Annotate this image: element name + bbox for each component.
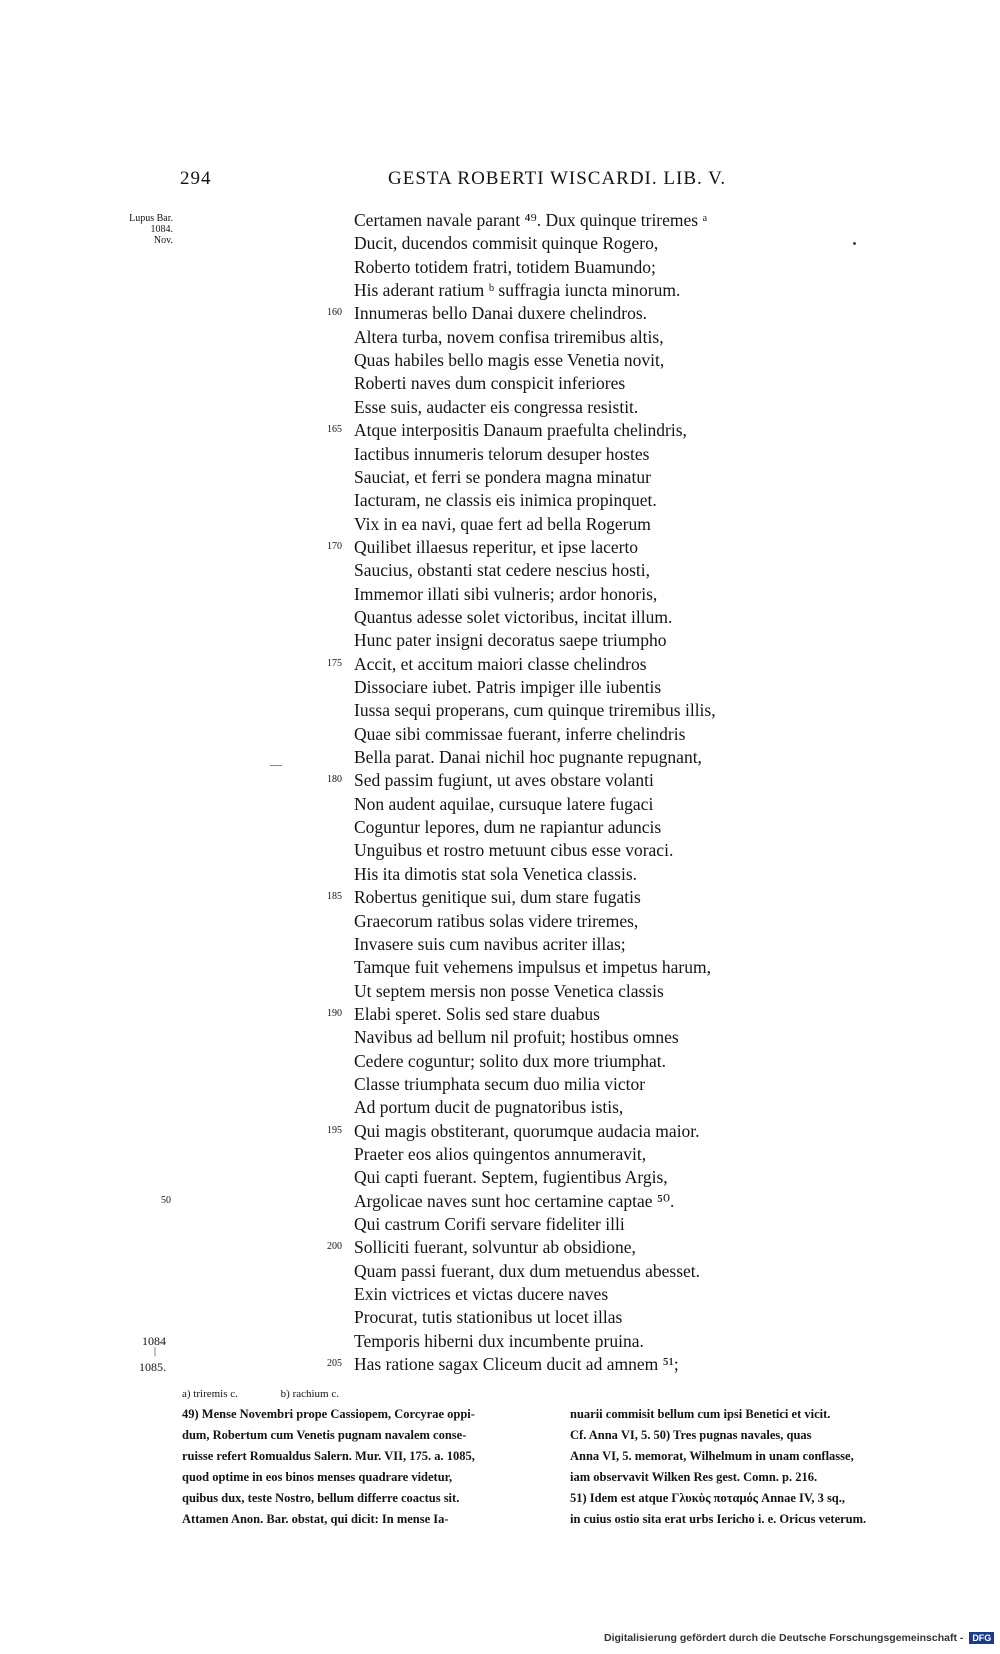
margin-note-source [108,213,173,246]
verse-line: Sauciat, et ferri se pondera magna minatur [354,466,651,487]
verse-line: Has ratione sagax Cliceum ducit ad amnem ⁵¹; [354,1354,679,1375]
margin-note-line: 1084. [150,224,173,235]
verse-line: Ducit, ducendos commisit quinque Rogero, [354,233,659,254]
line-number: 160 [327,307,342,319]
footnote-line: ruisse refert Romualdus Salern. Mur. VII, 175. a. 1085, [182,1449,475,1463]
verse-line: Atque interpositis Danaum praefulta chelindris, [354,420,687,441]
line-number: 185 [327,891,342,903]
digitization-note: Digitalisierung gefördert durch die Deutsche Forschungsgemeinschaft - [604,1632,964,1644]
verse-line: Sed passim fugiunt, ut aves obstare volanti [354,770,654,791]
verse-line: Unguibus et rostro metuunt cibus esse voraci. [354,840,674,861]
digitization-credit [604,1632,994,1644]
footnote-line: Attamen Anon. Bar. obstat, qui dicit: In mense Ia- [182,1512,449,1526]
verse-line: Qui capti fuerant. Septem, fugientibus Argis, [354,1167,668,1188]
verse-line: Invasere suis cum navibus acriter illas; [354,933,626,954]
verse-line: Esse suis, audacter eis congressa resistit. [354,396,639,417]
verse-line: His aderant ratium ᵇ suffragia iuncta minorum. [354,280,681,301]
verse-line: Iactibus innumeris telorum desuper hostes [354,443,650,464]
stray-mark [853,242,856,245]
footnote-line: quod optime in eos binos menses quadrare videtur, [182,1470,453,1484]
verse-line: Navibus ad bellum nil profuit; hostibus omnes [354,1027,679,1048]
verse-line: Robertus genitique sui, dum stare fugatis [354,887,641,908]
variant-note: a) triremis c. [182,1388,238,1400]
verse-line: Immemor illati sibi vulneris; ardor honoris, [354,583,658,604]
verse-line: Quantus adesse solet victoribus, incitat illum. [354,606,673,627]
page-number: 294 [180,168,212,189]
footnote-line: nuarii commisit bellum cum ipsi Benetici et vicit. [570,1407,831,1421]
verse-line: Tamque fuit vehemens impulsus et impetus harum, [354,957,711,978]
footnote-line: iam observavit Wilken Res gest. Comn. p. 216. [570,1470,818,1484]
verse-line: Solliciti fuerant, solvuntur ab obsidione, [354,1237,636,1258]
footnotes-right-column [570,1404,950,1530]
verse-line: Cedere coguntur; solito dux more triumphat. [354,1050,667,1071]
verse-line: Vix in ea navi, quae fert ad bella Rogerum [354,513,651,534]
verse-line: Qui magis obstiterant, quorumque audacia maior. [354,1120,700,1141]
footnote-line: Anna VI, 5. memorat, Wilhelmum in unam conflasse, [570,1449,854,1463]
footnotes-left-column [182,1404,554,1530]
line-number: 165 [327,424,342,436]
verse-line: Hunc pater insigni decoratus saepe triumpho [354,630,667,651]
verse-line: Accit, et accitum maiori classe chelindros [354,653,647,674]
line-number: 200 [327,1241,342,1253]
margin-note-line: Nov. [153,235,173,246]
verse-line: Non audent aquilae, cursuque latere fugaci [354,793,654,814]
verse-line: Dissociare iubet. Patris impiger ille iubentis [354,677,662,697]
line-number: 180 [327,774,342,786]
verse-line: Quam passi fuerant, dux dum metuendus abesset. [354,1260,701,1281]
verse-line: Bella parat. Danai nichil hoc pugnante repugnant, [354,747,702,768]
verse-line: Ad portum ducit de pugnatoribus istis, [354,1097,624,1118]
verse-line: Coguntur lepores, dum ne rapiantur aduncis [354,817,662,838]
verse-line: Temporis hiberni dux incumbente pruina. [354,1330,644,1351]
footnote-line: quibus dux, teste Nostro, bellum differre coactus sit. [182,1491,460,1505]
verse-line: Elabi speret. Solis sed stare duabus [354,1003,600,1024]
verse-line: Ut septem mersis non posse Venetica classis [354,980,664,1001]
verse-line: Quilibet illaesus reperitur, et ipse lacerto [354,536,639,557]
variant-note: b) rachium c. [280,1388,339,1400]
verse-line: Graecorum ratibus solas videre triremes, [354,910,639,931]
dfg-logo: DFG [969,1632,994,1644]
footnote-line: in cuius ostio sita erat urbs Iericho i. e. Oricus veterum. [570,1512,867,1526]
variant-footnotes [182,1388,379,1400]
footnote-line: Cf. Anna VI, 5. 50) Tres pugnas navales, quas [570,1428,812,1442]
line-number: 205 [327,1358,342,1370]
verse-line: Praeter eos alios quingentos annumeravit, [354,1144,647,1164]
footnote-line: 49) Mense Novembri prope Cassiopem, Corcyrae oppi- [182,1407,475,1421]
verse-line: His ita dimotis stat sola Venetica classis. [354,863,638,884]
stray-mark [270,765,282,766]
year-mark-separator: | [154,1346,157,1357]
year-mark-1085: 1085. [139,1360,166,1374]
verse-line: Argolicae naves sunt hoc certamine captae ⁵⁰. [354,1190,675,1211]
verse-line: Procurat, tutis stationibus ut locet illas [354,1307,623,1328]
line-number: 190 [327,1007,342,1019]
verse-line: Roberto totidem fratri, totidem Buamundo; [354,256,656,277]
verse-line: Saucius, obstanti stat cedere nescius hosti, [354,560,650,581]
verse-line: Exin victrices et victas ducere naves [354,1284,609,1305]
line-number: 170 [327,540,342,552]
verse-line: Classe triumphata secum duo milia victor [354,1073,646,1094]
footnote-line: 51) Idem est atque Γλυκὺς ποταμός Annae IV, 3 sq., [570,1491,846,1505]
verse-line: Quas habiles bello magis esse Venetia novit, [354,350,665,371]
verse-line: Innumeras bello Danai duxere chelindros. [354,303,648,324]
side-mark-fifty: 50 [161,1195,171,1206]
footnote-line: dum, Robertum cum Venetis pugnam navalem conse- [182,1428,467,1442]
verse-line: Quae sibi commissae fuerant, inferre chelindris [354,723,686,744]
verse-line: Roberti naves dum conspicit inferiores [354,373,626,394]
verse-line: Iussa sequi properans, cum quinque triremibus illis, [354,700,716,721]
line-number: 175 [327,657,342,669]
running-title: GESTA ROBERTI WISCARDI. LIB. V. [388,168,727,189]
verse-line: Iacturam, ne classis eis inimica propinquet. [354,490,657,511]
verse-line: Certamen navale parant ⁴⁹. Dux quinque triremes ᵃ [354,210,708,230]
line-number: 195 [327,1124,342,1136]
margin-note-line: Lupus Bar. [129,213,173,224]
year-mark-1084: 1084 [142,1334,166,1348]
verse-line: Altera turba, novem confisa triremibus altis, [354,326,664,347]
verse-line: Qui castrum Corifi servare fideliter illi [354,1214,625,1235]
